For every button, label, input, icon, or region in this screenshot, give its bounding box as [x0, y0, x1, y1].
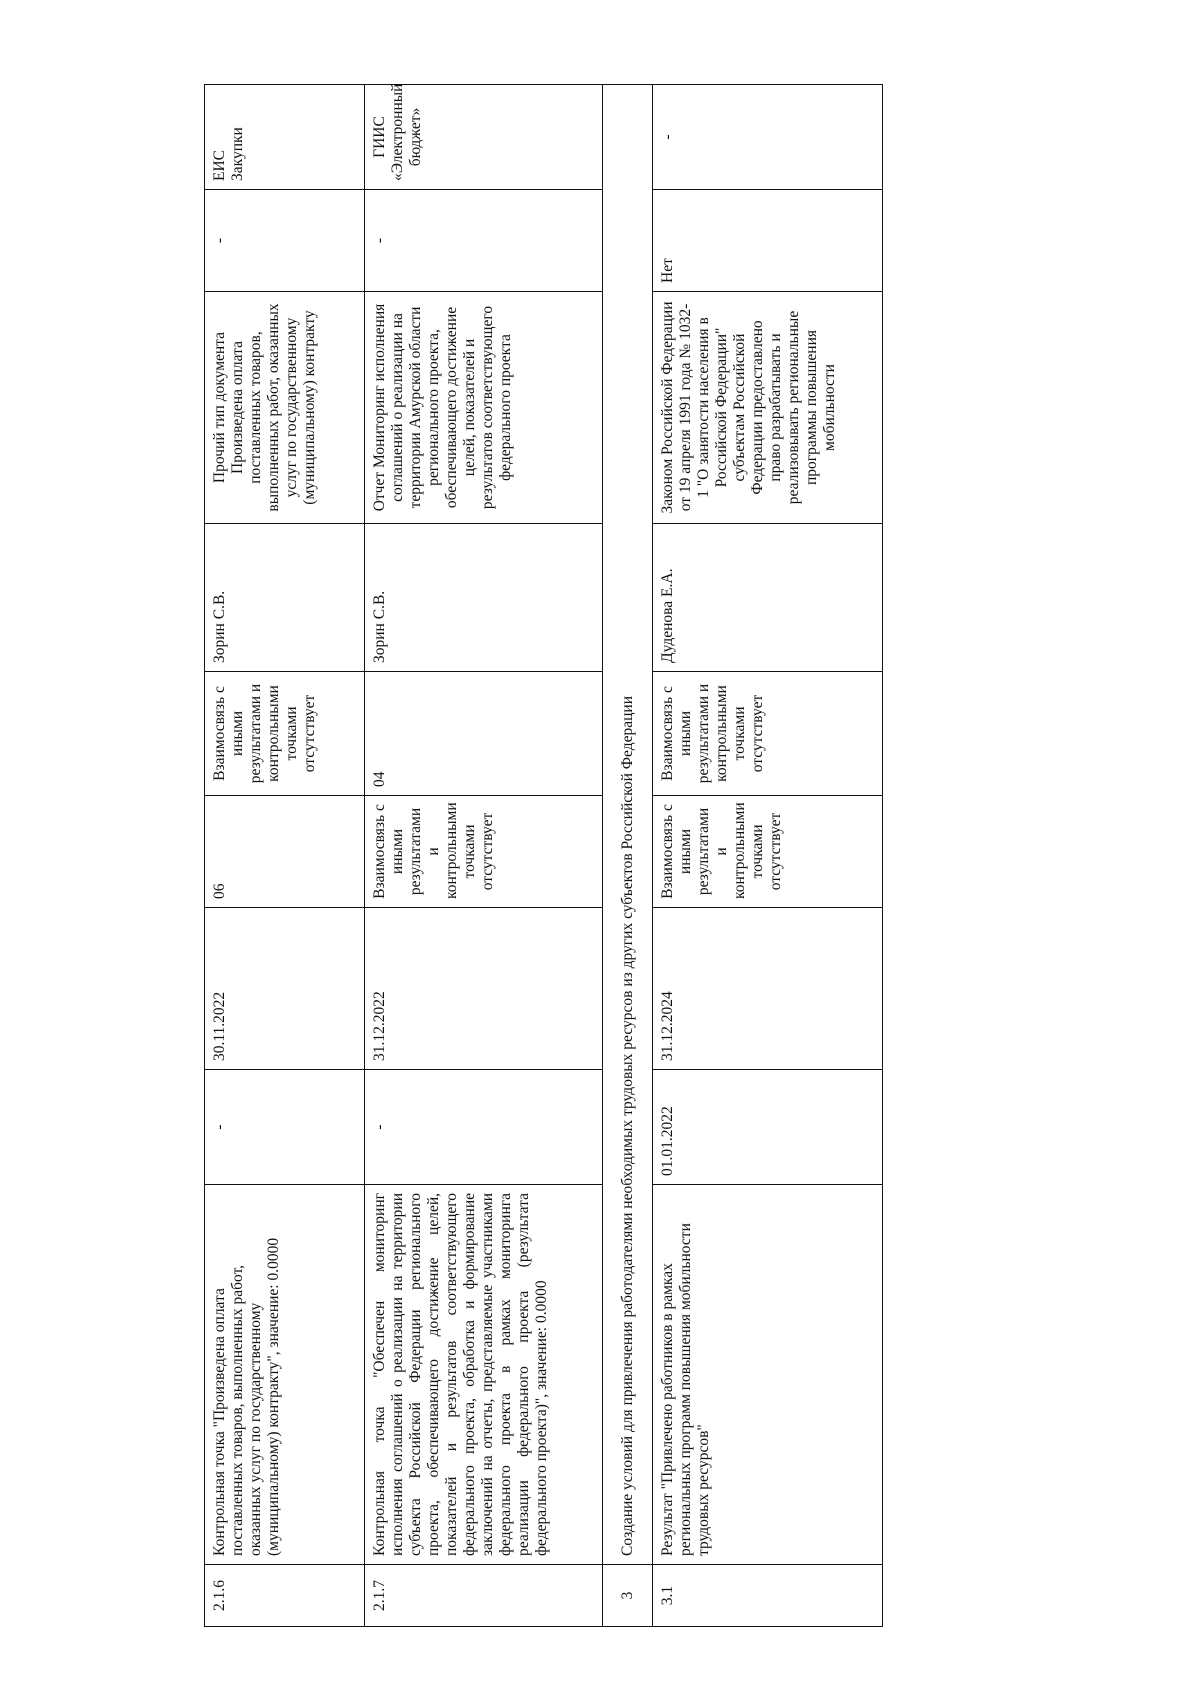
responsible: Зорин С.В. [365, 524, 603, 672]
approval-level: Нет [653, 190, 883, 292]
document-type: Отчет Мониторинг исполнения соглашений о реализации на территории Амурской области регионального проекта, обеспечивающего достижение целей, показателей и результатов соответствующего федерального проекта [365, 292, 603, 524]
predecessor: Взаимосвязь с иными результатами и контрольными точками отсутствует [365, 796, 603, 908]
predecessor: Взаимосвязь с иными результатами и контрольными точками отсутствует [653, 796, 883, 908]
row-number: 2.1.6 [205, 1565, 365, 1627]
approval-level: - [205, 190, 365, 292]
approval-level: - [365, 190, 603, 292]
table-row [653, 85, 883, 1627]
document-type: Законом Российской Федерации от 19 апреля 1991 года № 1032-1 "О занятости населения в Российской Федерации" субъектам Российской Федерации предоставлено право разрабатывать и реализовывать региональные программы повышения мобильности [653, 292, 883, 524]
end-date: 30.11.2022 [205, 908, 365, 1070]
section-title: Создание условий для привлечения работодателями необходимых трудовых ресурсов из других субъектов Российской Федерации [603, 85, 653, 1565]
info-system: ЕИС Закупки [205, 85, 365, 190]
row-number: 3.1 [653, 1565, 883, 1627]
plan-table [204, 84, 883, 1627]
section-number: 3 [603, 1565, 653, 1627]
successor: Взаимосвязь с иными результатами и контрольными точками отсутствует [205, 672, 365, 796]
info-system: - [653, 85, 883, 190]
info-system: ГИИС «Электронный бюджет» [365, 85, 603, 190]
table-row [365, 85, 603, 1627]
responsible: Дуденова Е.А. [653, 524, 883, 672]
start-date: - [205, 1070, 365, 1185]
row-number: 2.1.7 [365, 1565, 603, 1627]
successor: 04 [365, 672, 603, 796]
table-row [205, 85, 365, 1627]
end-date: 31.12.2022 [365, 908, 603, 1070]
successor: Взаимосвязь с иными результатами и контрольными точками отсутствует [653, 672, 883, 796]
rotated-table-wrapper [204, 85, 882, 1627]
document-type: Прочий тип документа Произведена оплата поставленных товаров, выполненных работ, оказанных услуг по государственному (муниципальному) контракту [205, 292, 365, 524]
start-date: - [365, 1070, 603, 1185]
end-date: 31.12.2024 [653, 908, 883, 1070]
row-name: Результат "Привлечено работников в рамках региональных программ повышения мобильности трудовых ресурсов" [653, 1185, 883, 1565]
responsible: Зорин С.В. [205, 524, 365, 672]
section-row [603, 85, 653, 1627]
start-date: 01.01.2022 [653, 1070, 883, 1185]
row-name: Контрольная точка "Обеспечен мониторинг исполнения соглашений о реализации на территории субъекта Российской Федерации регионального проекта, обеспечивающего достижение целей, показателей и результатов соответствующего федерального проекта, обработка и формирование заключений на отчеты, представляемые участниками федерального проекта в рамках мониторинга реализации федерального проекта (результата федерального проекта)", значение: 0.0000 [365, 1185, 603, 1565]
row-name: Контрольная точка "Произведена оплата поставленных товаров, выполненных работ, оказанных услуг по государственному (муниципальному) контракту", значение: 0.0000 [205, 1185, 365, 1565]
predecessor: 06 [205, 796, 365, 908]
